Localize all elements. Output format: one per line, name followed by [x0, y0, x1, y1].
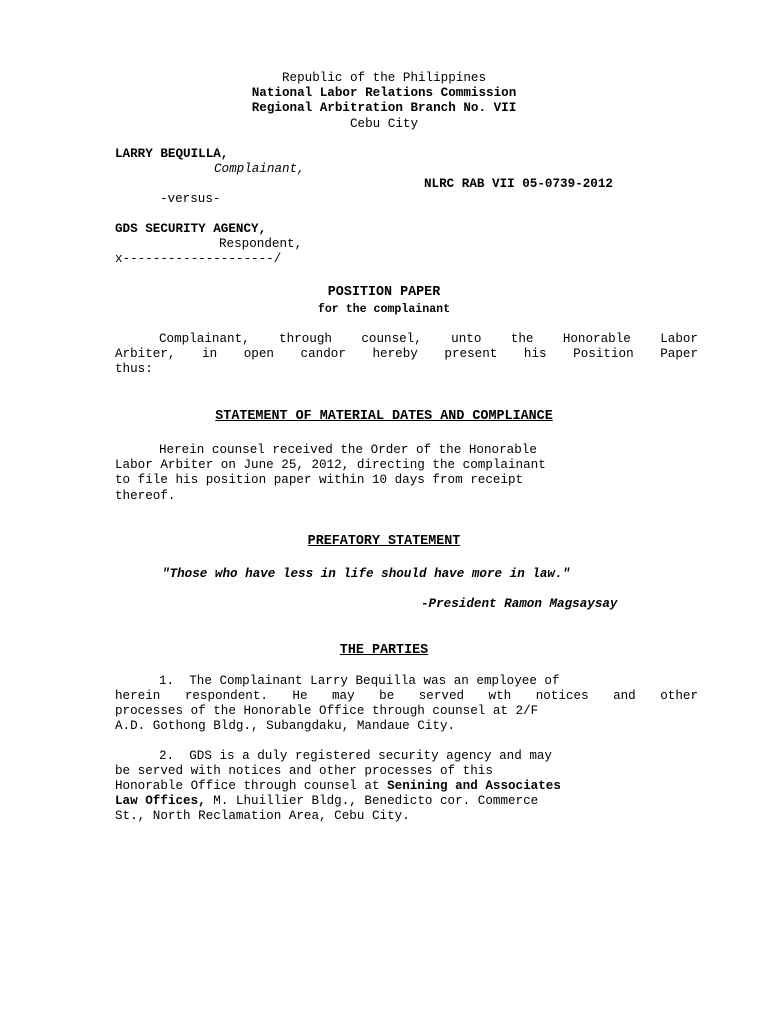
parties-p2-line-5: St., North Reclamation Area, Cebu City.	[115, 809, 410, 823]
intro-line-3: thus:	[115, 362, 153, 376]
intro-line-2: Arbiter, in open candor hereby present his Position Paper	[115, 347, 698, 361]
caption-closing-line: x--------------------/	[115, 252, 282, 266]
parties-p2-line-2: be served with notices and other processes of this	[115, 764, 493, 778]
header-commission: National Labor Relations Commission	[251, 86, 517, 100]
intro-line-1: Complainant, through counsel, unto the Honorable Labor	[159, 332, 698, 346]
complainant-role: Complainant,	[214, 162, 305, 176]
parties-p2-line-3-text: Honorable Office through counsel at	[115, 779, 388, 793]
parties-p2-line-4-text: M. Lhuillier Bldg., Benedicto cor. Commerce	[205, 794, 539, 808]
document-subtitle: for the complainant	[317, 303, 451, 316]
parties-p1-line-3: processes of the Honorable Office through counsel at 2/F	[115, 704, 539, 718]
header-republic: Republic of the Philippines	[281, 71, 487, 85]
prefatory-attribution: -President Ramon Magsaysay	[421, 597, 618, 611]
parties-p2-line-4	[115, 794, 538, 809]
prefatory-quote: "Those who have less in life should have more in law."	[162, 567, 571, 581]
material-dates-line-2: Labor Arbiter on June 25, 2012, directing the complainant	[115, 458, 546, 472]
counsel-firm-suffix: Law Offices,	[115, 794, 206, 808]
header-branch: Regional Arbitration Branch No. VII	[251, 101, 517, 115]
parties-p2-line-3	[115, 779, 561, 794]
document-title: POSITION PAPER	[327, 285, 441, 300]
parties-p1-line-4: A.D. Gothong Bldg., Subangdaku, Mandaue City.	[115, 719, 456, 733]
parties-p1-line-1: 1. The Complainant Larry Bequilla was an employee of	[159, 674, 560, 688]
complainant-name: LARRY BEQUILLA,	[115, 147, 229, 161]
header-city: Cebu City	[349, 117, 419, 131]
material-dates-line-3: to file his position paper within 10 days from receipt	[115, 473, 524, 487]
section-heading-prefatory: PREFATORY STATEMENT	[307, 534, 461, 549]
respondent-name: GDS SECURITY AGENCY,	[115, 222, 267, 236]
parties-p1-line-2: herein respondent. He may be served wth notices and other	[115, 689, 698, 703]
parties-p2-line-1: 2. GDS is a duly registered security agency and may	[159, 749, 552, 763]
section-heading-material-dates: STATEMENT OF MATERIAL DATES AND COMPLIANCE	[215, 409, 553, 424]
material-dates-line-1: Herein counsel received the Order of the Honorable	[159, 443, 537, 457]
case-number: NLRC RAB VII 05-0739-2012	[424, 177, 613, 191]
respondent-role: Respondent,	[219, 237, 303, 251]
versus-label: -versus-	[160, 192, 221, 206]
material-dates-line-4: thereof.	[115, 489, 176, 503]
counsel-firm-name: Senining and Associates	[387, 779, 561, 793]
section-heading-parties: THE PARTIES	[339, 643, 429, 658]
